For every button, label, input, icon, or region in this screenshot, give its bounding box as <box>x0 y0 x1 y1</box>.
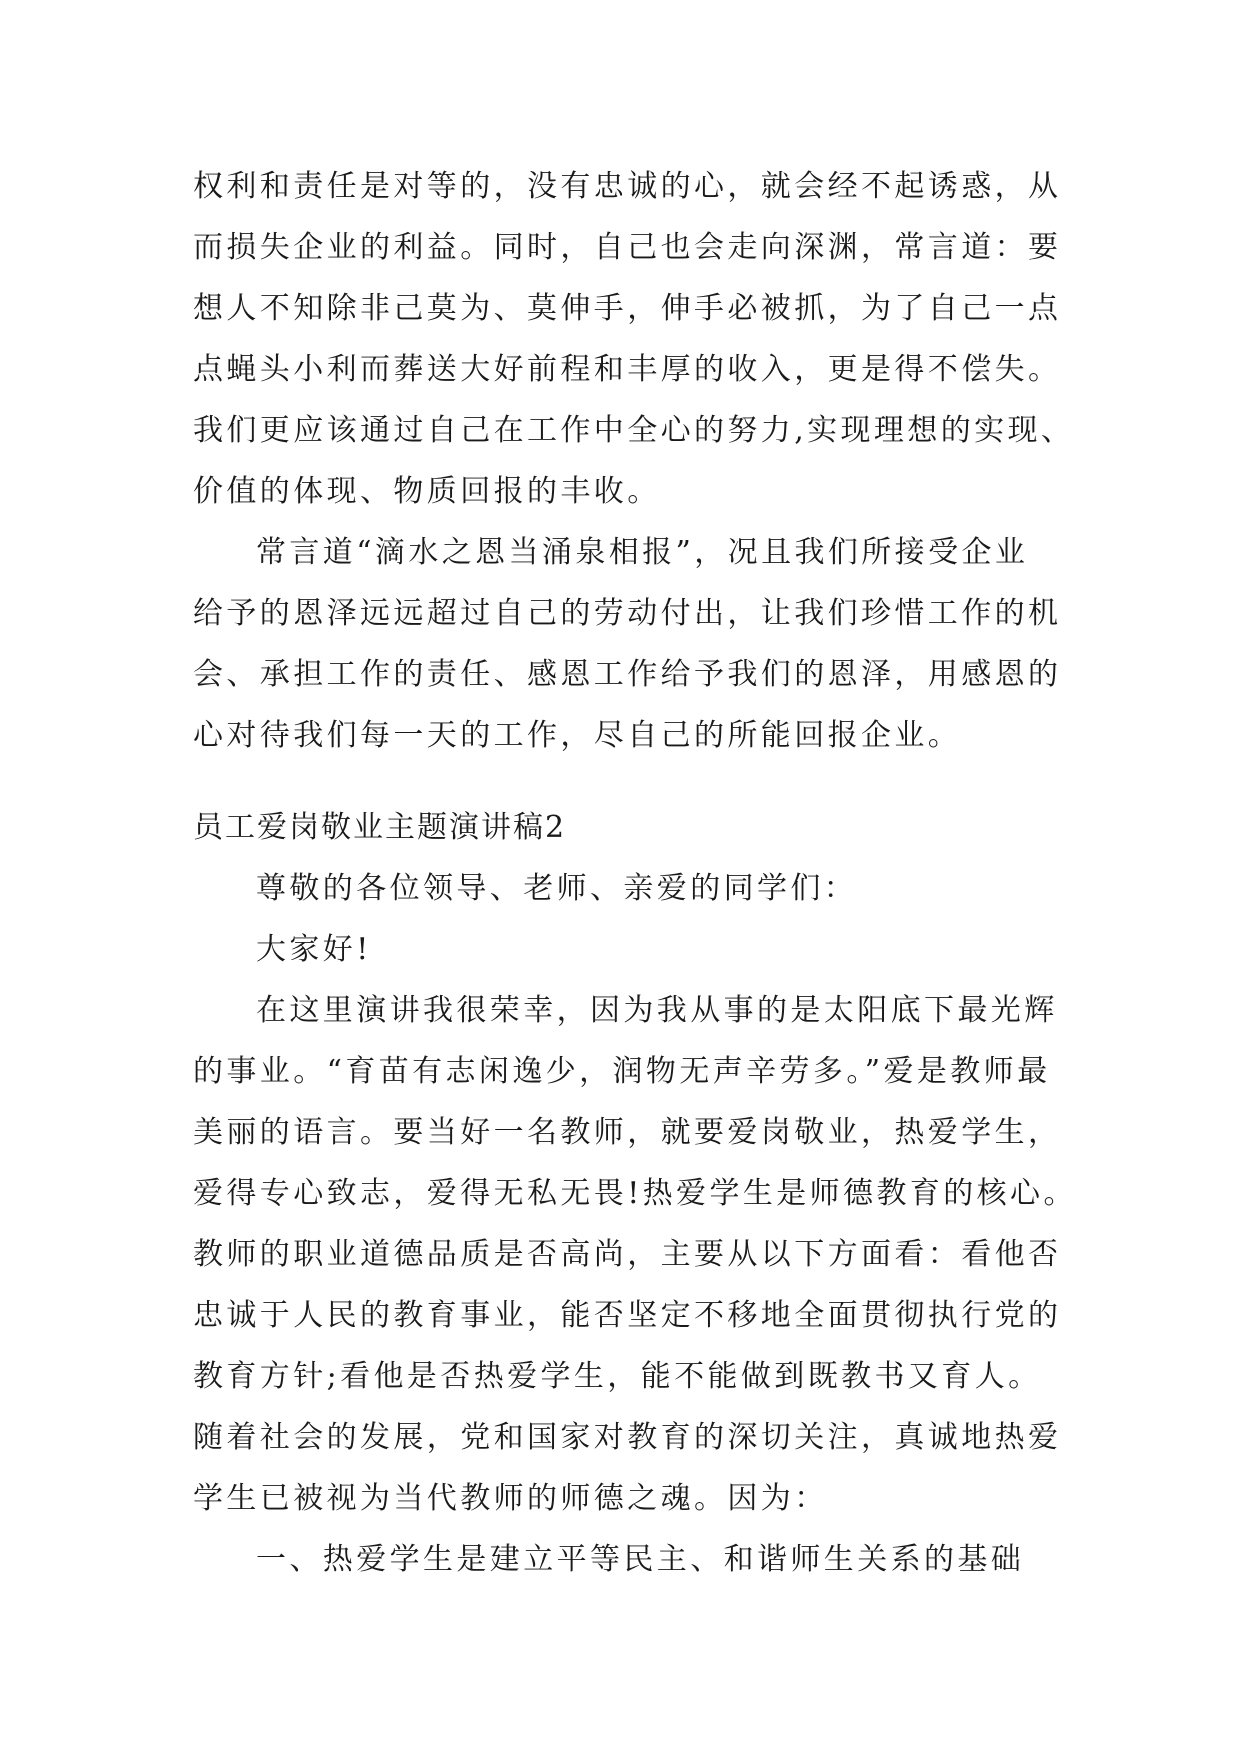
paragraph-line: 给予的恩泽远远超过自己的劳动付出，让我们珍惜工作的机 <box>193 596 1062 631</box>
paragraph-line: 而损失企业的利益。同时，自己也会走向深渊，常言道：要 <box>193 230 1062 265</box>
paragraph-line: 点蝇头小利而葬送大好前程和丰厚的收入，更是得不偿失。 <box>193 352 1062 387</box>
paragraph-line: 学生已被视为当代教师的师德之魂。因为： <box>193 1481 828 1516</box>
paragraph-line: 会、承担工作的责任、感恩工作给予我们的恩泽，用感恩的 <box>193 657 1062 692</box>
paragraph-line: 随着社会的发展，党和国家对教育的深切关注，真诚地热爱 <box>193 1420 1062 1455</box>
point-heading: 一、热爱学生是建立平等民主、和谐师生关系的基础 <box>256 1542 1025 1577</box>
paragraph-line: 教育方针;看他是否热爱学生，能不能做到既教书又育人。 <box>193 1359 1042 1394</box>
paragraph-line: 心对待我们每一天的工作，尽自己的所能回报企业。 <box>193 718 962 753</box>
paragraph-line: 教师的职业道德品质是否高尚，主要从以下方面看：看他否 <box>193 1237 1062 1272</box>
paragraph-line: 想人不知除非己莫为、莫伸手，伸手必被抓，为了自己一点 <box>193 291 1062 326</box>
greeting: 大家好! <box>256 932 372 967</box>
paragraph-line: 价值的体现、物质回报的丰收。 <box>193 474 661 509</box>
paragraph-line: 美丽的语言。要当好一名教师，就要爱岗敬业，热爱学生， <box>193 1115 1062 1150</box>
salutation: 尊敬的各位领导、老师、亲爱的同学们： <box>256 871 858 906</box>
paragraph-line: 我们更应该通过自己在工作中全心的努力,实现理想的实现、 <box>193 413 1075 448</box>
section-title: 员工爱岗敬业主题演讲稿2 <box>193 810 567 845</box>
paragraph-line: 权利和责任是对等的，没有忠诚的心，就会经不起诱惑，从 <box>193 169 1062 204</box>
paragraph-line: 的事业。“育苗有志闲逸少，润物无声辛劳多。”爱是教师最 <box>193 1054 1051 1089</box>
paragraph-line: 在这里演讲我很荣幸，因为我从事的是太阳底下最光辉 <box>256 993 1058 1028</box>
paragraph-line: 爱得专心致志，爱得无私无畏!热爱学生是师德教育的核心。 <box>193 1176 1077 1211</box>
paragraph-line: 忠诚于人民的教育事业，能否坚定不移地全面贯彻执行党的 <box>193 1298 1062 1333</box>
paragraph-line: 常言道“滴水之恩当涌泉相报”，况且我们所接受企业 <box>256 535 1029 570</box>
